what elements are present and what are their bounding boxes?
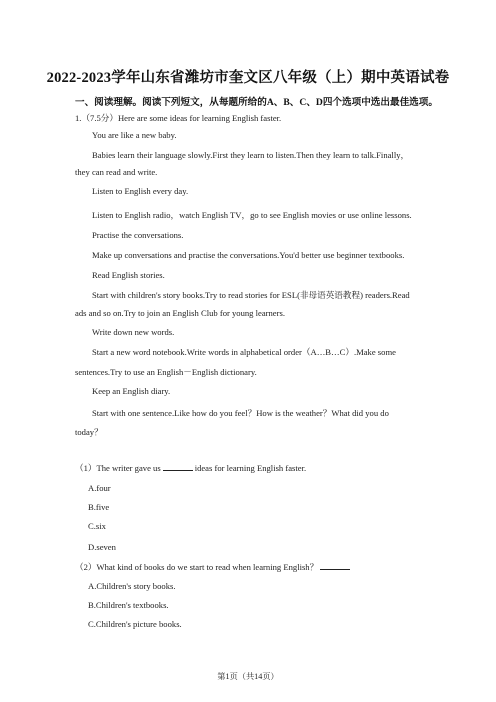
passage-line: ads and so on.Try to join an English Club for young learners. (75, 308, 285, 318)
answer-blank[interactable] (163, 462, 193, 471)
option-b: B.Children's textbooks. (88, 600, 169, 610)
option-b: B.five (88, 502, 110, 512)
passage-line: sentences.Try to use an English－English dictionary. (75, 367, 257, 377)
passage-line: they can read and write. (75, 167, 158, 177)
passage-line: Read English stories. (92, 270, 165, 280)
passage-line: Start with children's story books.Try to read stories for ESL(非母语英语教程) readers.Read (92, 290, 410, 300)
passage-line: Practise the conversations. (92, 230, 184, 240)
section-heading: 一、阅读理解。阅读下列短文，从每题所给的A、B、C、D四个选项中选出最佳选项。 (75, 97, 438, 108)
passage-line: You are like a new baby. (92, 130, 177, 140)
question-2 (75, 561, 352, 573)
option-c: C.Children's picture books. (88, 619, 182, 629)
question-1-stem: （1）The writer gave us (75, 463, 161, 473)
question-2-stem: （2）What kind of books do we start to read when learning English？ (75, 562, 319, 572)
passage-line: Babies learn their language slowly.First they learn to listen.Then they learn to talk.Finally， (92, 150, 410, 160)
page-title: 2022-2023学年山东省潍坊市奎文区八年级（上）期中英语试卷 (46, 70, 450, 86)
question-heading: 1.（7.5分）Here are some ideas for learning English faster. (75, 113, 282, 123)
passage-line: Start with one sentence.Like how do you feel？How is the weather？What did you do (92, 408, 389, 418)
passage-line: Start a new word notebook.Write words in alphabetical order（A…B…C）.Make some (92, 347, 396, 357)
option-a: A.Children's story books. (88, 581, 176, 591)
option-d: D.seven (88, 542, 116, 552)
passage-line: Listen to English every day. (92, 186, 189, 196)
page-footer: 第1页（共14页） (217, 672, 279, 681)
passage-line: Keep an English diary. (92, 386, 171, 396)
answer-blank[interactable] (320, 561, 350, 570)
passage-line: today？ (75, 427, 103, 437)
passage-line: Write down new words. (92, 327, 175, 337)
option-c: C.six (88, 521, 106, 531)
question-1 (75, 462, 306, 474)
question-1-stem-end: ideas for learning English faster. (194, 463, 307, 473)
option-a: A.four (88, 483, 111, 493)
passage-line: Make up conversations and practise the conversations.You'd better use beginner textbooks. (92, 250, 405, 260)
passage-line: Listen to English radio，watch English TV，go to see English movies or use online lessons. (92, 210, 412, 220)
